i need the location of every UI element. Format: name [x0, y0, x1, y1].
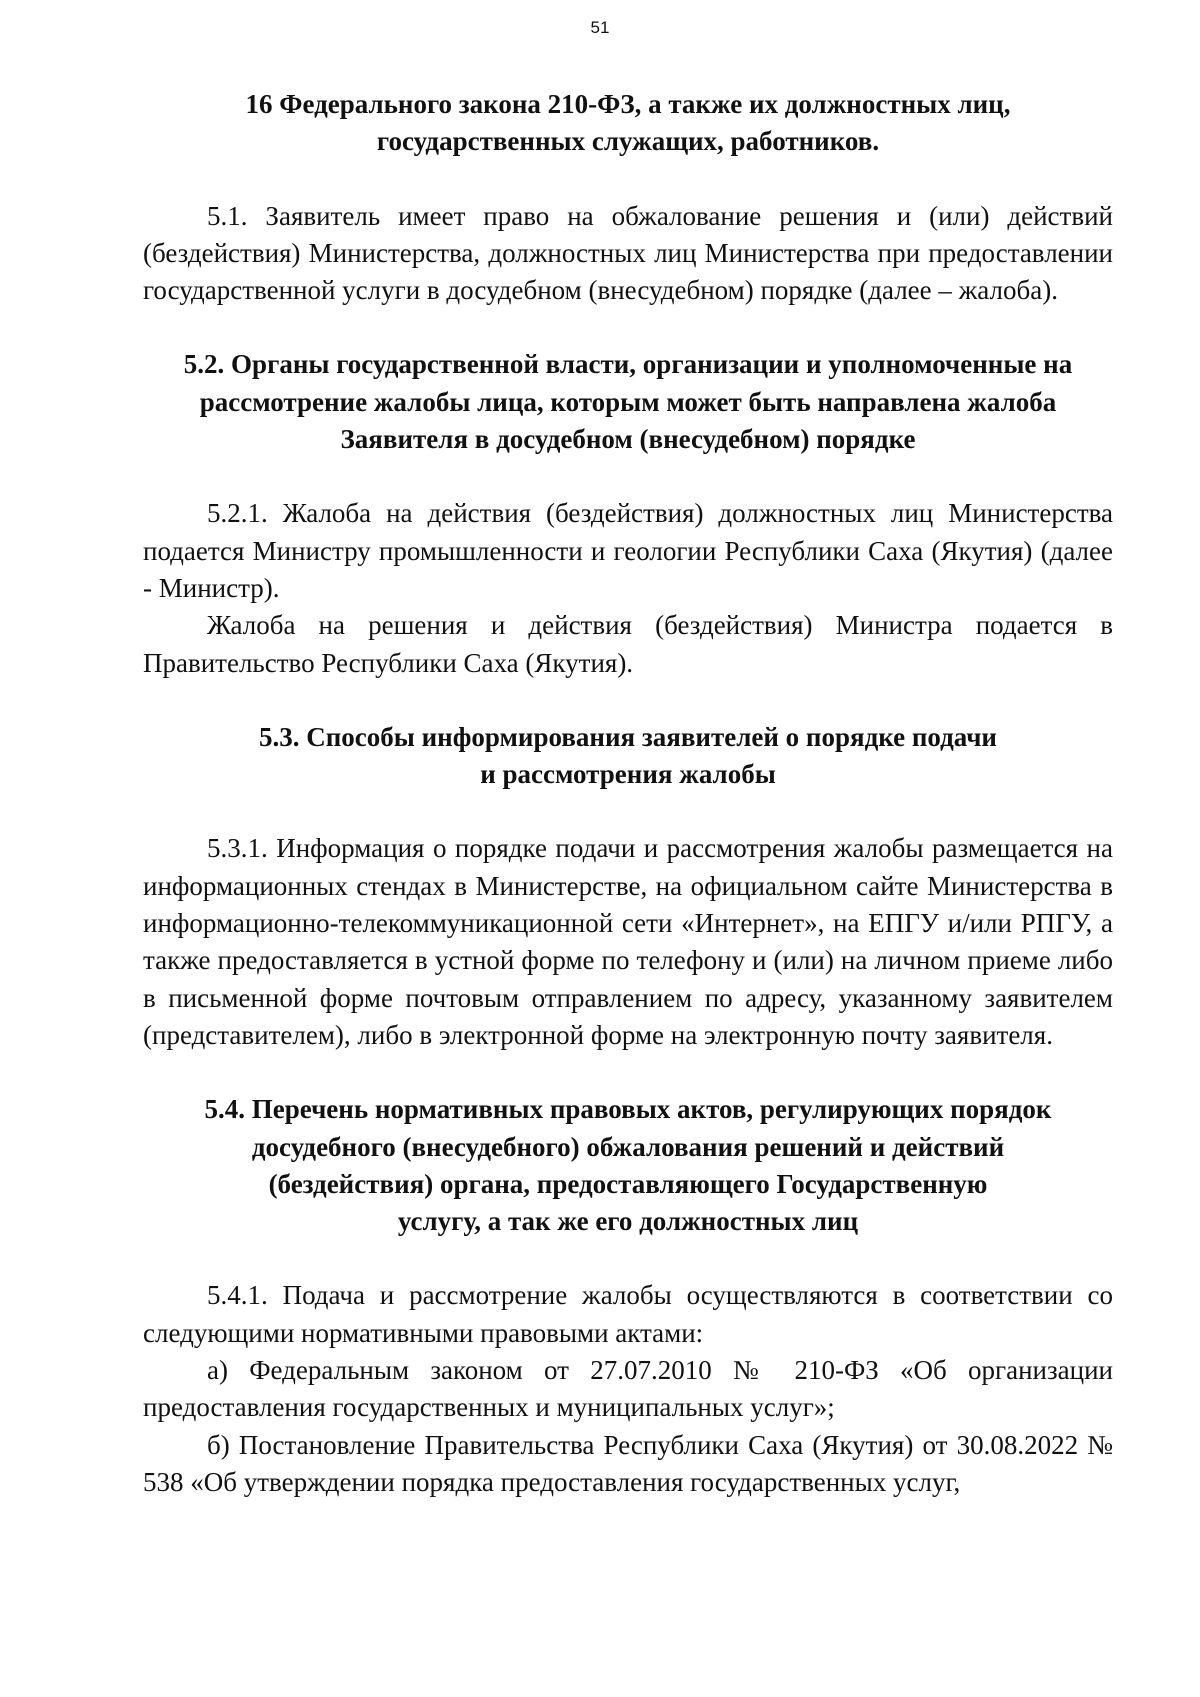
paragraph-5-2-1: 5.2.1. Жалоба на действия (бездействия) должностных лиц Министерства подается Министру промышленности и геологии Республики Саха (Якутия) (далее - Министр). — [143, 498, 1113, 603]
section-5-3-1 — [143, 830, 1113, 1054]
paragraph-5-2-1-b: Жалоба на решения и действия (бездействия) Министра подается в Правительство Республики Саха (Якутия). — [143, 610, 1113, 678]
heading-line: 16 Федерального закона 210-ФЗ, а также их должностных лиц, — [245, 89, 1011, 119]
heading-continuation — [143, 86, 1113, 161]
heading-line: Заявителя в досудебном (внесудебном) порядке — [340, 424, 916, 455]
heading-5-3 — [143, 719, 1113, 794]
heading-5-2 — [143, 346, 1113, 458]
heading-5-4 — [143, 1091, 1113, 1240]
heading-line: и рассмотрения жалобы — [480, 759, 776, 790]
heading-line: услугу, а так же его должностных лиц — [397, 1206, 859, 1237]
heading-line: государственных служащих, работников. — [376, 126, 880, 157]
section-5-2-1 — [143, 495, 1113, 681]
heading-line: 5.2. Органы государственной власти, организации и уполномоченные на — [183, 349, 1073, 380]
heading-line: рассмотрение жалобы лица, которым может быть направлена жалоба — [199, 386, 1057, 417]
list-item-a: а) Федеральным законом от 27.07.2010 № 210-ФЗ «Об организации предоставления государственных и муниципальных услуг»; — [143, 1355, 1113, 1423]
document-body — [143, 86, 1113, 1538]
heading-line: 5.4. Перечень нормативных правовых актов, регулирующих порядок — [204, 1094, 1052, 1125]
page-number: 51 — [590, 18, 610, 37]
paragraph-5-3-1: 5.3.1. Информация о порядке подачи и рассмотрения жалобы размещается на информационных стендах в Министерстве, на официальном сайте Министерства в информационно-телекоммуникационной сети «Интернет», на ЕПГУ и/или РПГУ, а также предоставляется в устной форме по телефону и (или) на личном приеме либо в письменной форме почтовым отправлением по адресу, указанному заявителем (представителем), либо в электронной форме на электронную почту заявителя. — [143, 833, 1113, 1050]
section-5-4-1 — [143, 1277, 1113, 1501]
heading-line: (бездействия) органа, предоставляющего Государственную — [268, 1168, 988, 1199]
section-5-1 — [143, 198, 1113, 310]
heading-line: досудебного (внесудебного) обжалования решений и действий — [251, 1131, 1005, 1162]
paragraph-5-1: 5.1. Заявитель имеет право на обжалование решения и (или) действий (бездействия) Министерства, должностных лиц Министерства при предоставлении государственной услуги в досудебном (внесудебном) порядке (далее – жалоба). — [143, 200, 1113, 306]
heading-line: 5.3. Способы информирования заявителей о порядке подачи — [259, 721, 997, 752]
list-item-b: б) Постановление Правительства Республики Саха (Якутия) от 30.08.2022 № 538 «Об утверждении порядка предоставления государственных услуг, — [143, 1429, 1113, 1497]
paragraph-5-4-1: 5.4.1. Подача и рассмотрение жалобы осуществляются в соответствии со следующими нормативными правовыми актами: — [143, 1280, 1113, 1348]
